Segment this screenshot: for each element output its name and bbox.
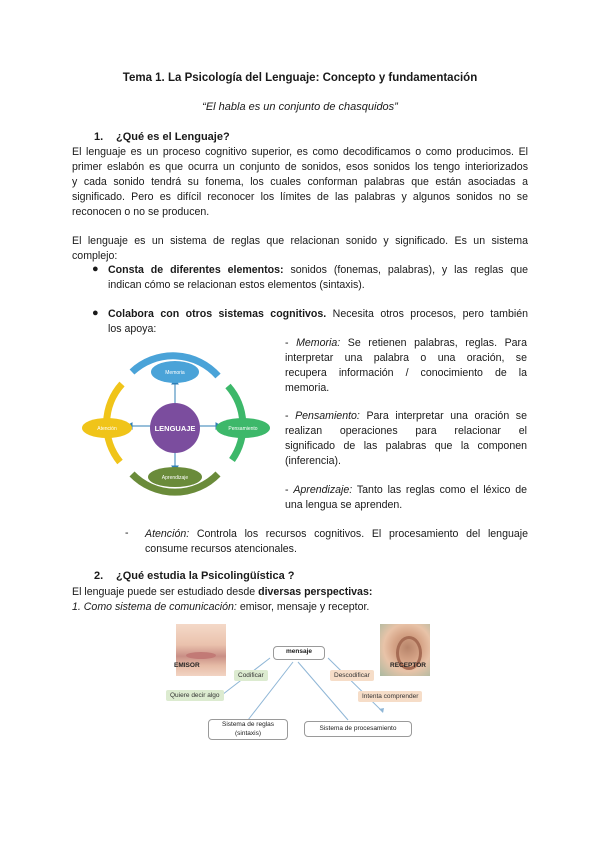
sistema-procesamiento-box: Sistema de procesamiento: [304, 721, 412, 737]
atencion-text: Atención: Controla los recursos cognitivos. El procesamiento del lenguaje consume recursos atencionales.: [145, 528, 528, 555]
memoria-text: - Memoria: Se retienen palabras, reglas. Para interpretar una palabra o una oración, se recupera información / conocimiento de la memoria.: [285, 337, 527, 394]
lips-shape: [186, 652, 216, 659]
node-atencion-label: Atención: [97, 426, 117, 432]
quiere-decir-label: Quiere decir algo: [166, 690, 224, 701]
node-aprendizaje-label: Aprendizaje: [161, 475, 189, 481]
section-2-line-2: 1. Como sistema de comunicación: emisor, mensaje y receptor.: [72, 601, 370, 613]
descodificar-label: Descodificar: [330, 670, 374, 681]
center-label: LENGUAJE: [154, 424, 196, 433]
dash-marker: -: [125, 527, 129, 539]
section-1-heading: 1. ¿Qué es el Lenguaje?: [94, 131, 230, 143]
codificar-label: Codificar: [234, 670, 268, 681]
section-2-line-1: El lenguaje puede ser estudiado desde diversas perspectivas:: [72, 586, 373, 598]
paragraph-1: El lenguaje es un proceso cognitivo superior, es como decodificamos o como producimos. El primer eslabón es que ocurra un conjunto de sonidos, esos sonidos los tengo interiorizados y cada sonido tendrá su fonema, los cuales conforman palabras que están asociadas a significado. Pero es difícil reconocer los límites de las palabras y algunos sonidos no se reconocen o no se producen.: [72, 146, 528, 218]
intenta-comprender-label: Intenta comprender: [358, 691, 422, 702]
bullet-dot: ●: [92, 263, 99, 275]
bullet-dot: ●: [92, 307, 99, 319]
quote: “El habla es un conjunto de chasquidos”: [202, 101, 398, 113]
document-title: Tema 1. La Psicología del Lenguaje: Concepto y fundamentación: [122, 72, 478, 84]
bullet-2: Colabora con otros sistemas cognitivos. Necesita otros procesos, pero también los apoya:: [108, 308, 528, 335]
communication-figure: [158, 620, 448, 750]
bullet-1: Consta de diferentes elementos: sonidos (fonemas, palabras), y las reglas que indican cómo se relacionan estos elementos (sintaxis).: [108, 264, 529, 291]
mensaje-box: mensaje: [273, 646, 325, 660]
emisor-label: EMISOR: [174, 662, 200, 669]
paragraph-2: El lenguaje es un sistema de reglas que relacionan sonido y significado. Es un sistema complejo:: [72, 235, 528, 262]
receptor-label: RECEPTOR: [390, 662, 426, 669]
sistema-reglas-box: Sistema de reglas (sintaxis): [208, 719, 288, 740]
pensamiento-text: - Pensamiento: Para interpretar una oración se realizan operaciones para relacionar el significado de las palabras que la componen (inferencia).: [285, 410, 527, 467]
aprendizaje-text: - Aprendizaje: Tanto las reglas como el léxico de una lengua se aprenden.: [285, 484, 527, 511]
language-diagram: [72, 350, 282, 498]
section-2-heading: 2. ¿Qué estudia la Psicolingüística ?: [94, 570, 295, 582]
node-memoria-label: Memoria: [165, 370, 185, 376]
node-pensamiento-label: Pensamiento: [228, 426, 258, 432]
